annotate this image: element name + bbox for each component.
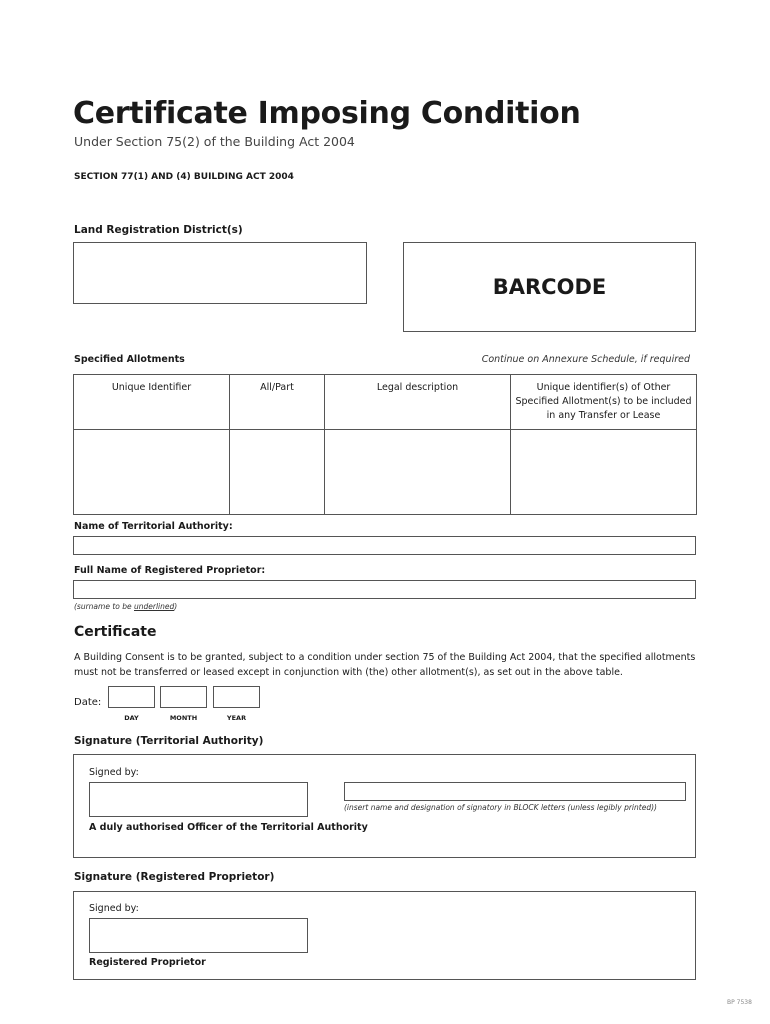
table-row [74,430,697,515]
land-district-label: Land Registration District(s) [74,224,243,236]
allotments-table [73,374,697,515]
surname-hint: (surname to be underlined) [74,602,178,611]
cell-unique-identifier[interactable] [74,430,230,515]
authorised-officer-caption: A duly authorised Officer of the Territorial Authority [89,822,368,833]
specified-allotments-label: Specified Allotments [74,354,185,365]
table-header-row [74,375,697,430]
date-month-field[interactable] [160,686,207,708]
authority-signature-field[interactable] [89,782,308,817]
signatory-name-field[interactable] [344,782,686,801]
date-year-field[interactable] [213,686,260,708]
cell-all-part[interactable] [230,430,325,515]
date-day-label: DAY [124,714,139,722]
proprietor-signed-by-label: Signed by: [89,903,139,914]
proprietor-signature-heading: Signature (Registered Proprietor) [74,871,275,883]
date-year-label: YEAR [226,714,247,722]
date-day-field[interactable] [108,686,155,708]
territorial-authority-field[interactable] [73,536,696,555]
col-unique-identifier: Unique Identifier [74,375,230,430]
registered-proprietor-field[interactable] [73,580,696,599]
cell-legal-description[interactable] [325,430,511,515]
col-legal-description: Legal description [325,375,511,430]
authority-signature-heading: Signature (Territorial Authority) [74,735,264,747]
registered-proprietor-caption: Registered Proprietor [89,957,206,968]
col-other-allotments: Unique identifier(s) of Other Specified Allotment(s) to be included in any Transfer or Lease [511,375,697,430]
section-reference: SECTION 77(1) AND (4) BUILDING ACT 2004 [74,172,294,182]
date-label: Date: [74,697,102,708]
barcode-box: BARCODE [403,242,696,332]
registered-proprietor-label: Full Name of Registered Proprietor: [74,565,266,576]
page-subtitle: Under Section 75(2) of the Building Act 2004 [74,134,355,149]
certificate-heading: Certificate [74,624,157,640]
proprietor-signature-field[interactable] [89,918,308,953]
signatory-name-note: (insert name and designation of signatory in BLOCK letters (unless legibly printed)) [344,803,657,812]
col-all-part: All/Part [230,375,325,430]
land-district-field[interactable] [73,242,367,304]
cell-other-allotments[interactable] [511,430,697,515]
page-title: Certificate Imposing Condition [73,96,581,131]
date-month-label: MONTH [169,714,198,722]
territorial-authority-label: Name of Territorial Authority: [74,521,233,532]
authority-signed-by-label: Signed by: [89,767,139,778]
form-reference: BP 7538 [727,999,752,1006]
certificate-text: A Building Consent is to be granted, subject to a condition under section 75 of the Building Act 2004, that the specified allotments must not be transferred or leased except in conjunction with (the) other allotment(s), as set out in the above table. [74,652,696,678]
annexure-note: Continue on Annexure Schedule, if required [481,354,690,365]
